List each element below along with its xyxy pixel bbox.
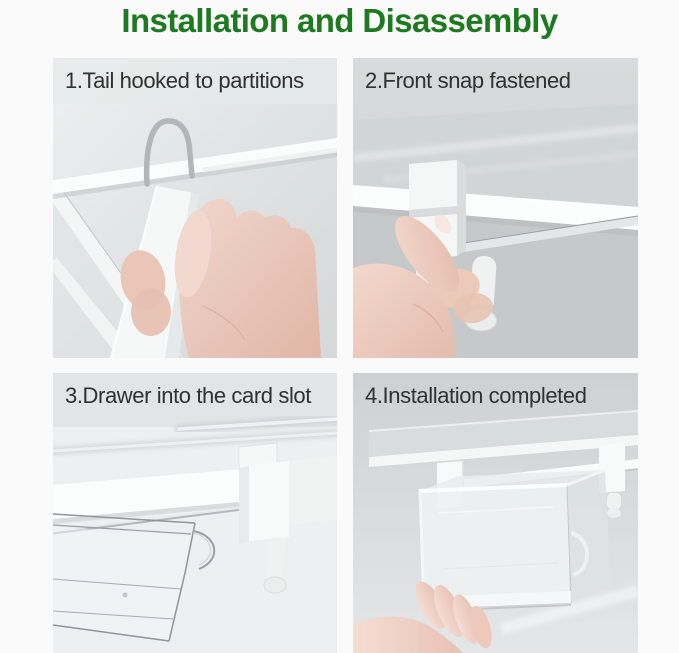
step4-photo-completed: [353, 373, 638, 653]
step2-photo-front-snap: [353, 58, 638, 358]
page-title: Installation and Disassembly: [121, 2, 558, 39]
step3-caption: 3.Drawer into the card slot: [65, 383, 311, 408]
step-panel-2: [353, 58, 638, 358]
step-panel-3: [53, 373, 337, 653]
step3-photo-drawer-slot: [53, 373, 337, 653]
step1-caption: 1.Tail hooked to partitions: [65, 68, 304, 93]
step-panel-4: [353, 373, 638, 653]
step4-caption: 4.Installation completed: [365, 383, 587, 408]
step1-photo-tail-hook: [53, 58, 337, 358]
step2-caption: 2.Front snap fastened: [365, 68, 571, 93]
step-panel-1: [53, 58, 337, 358]
